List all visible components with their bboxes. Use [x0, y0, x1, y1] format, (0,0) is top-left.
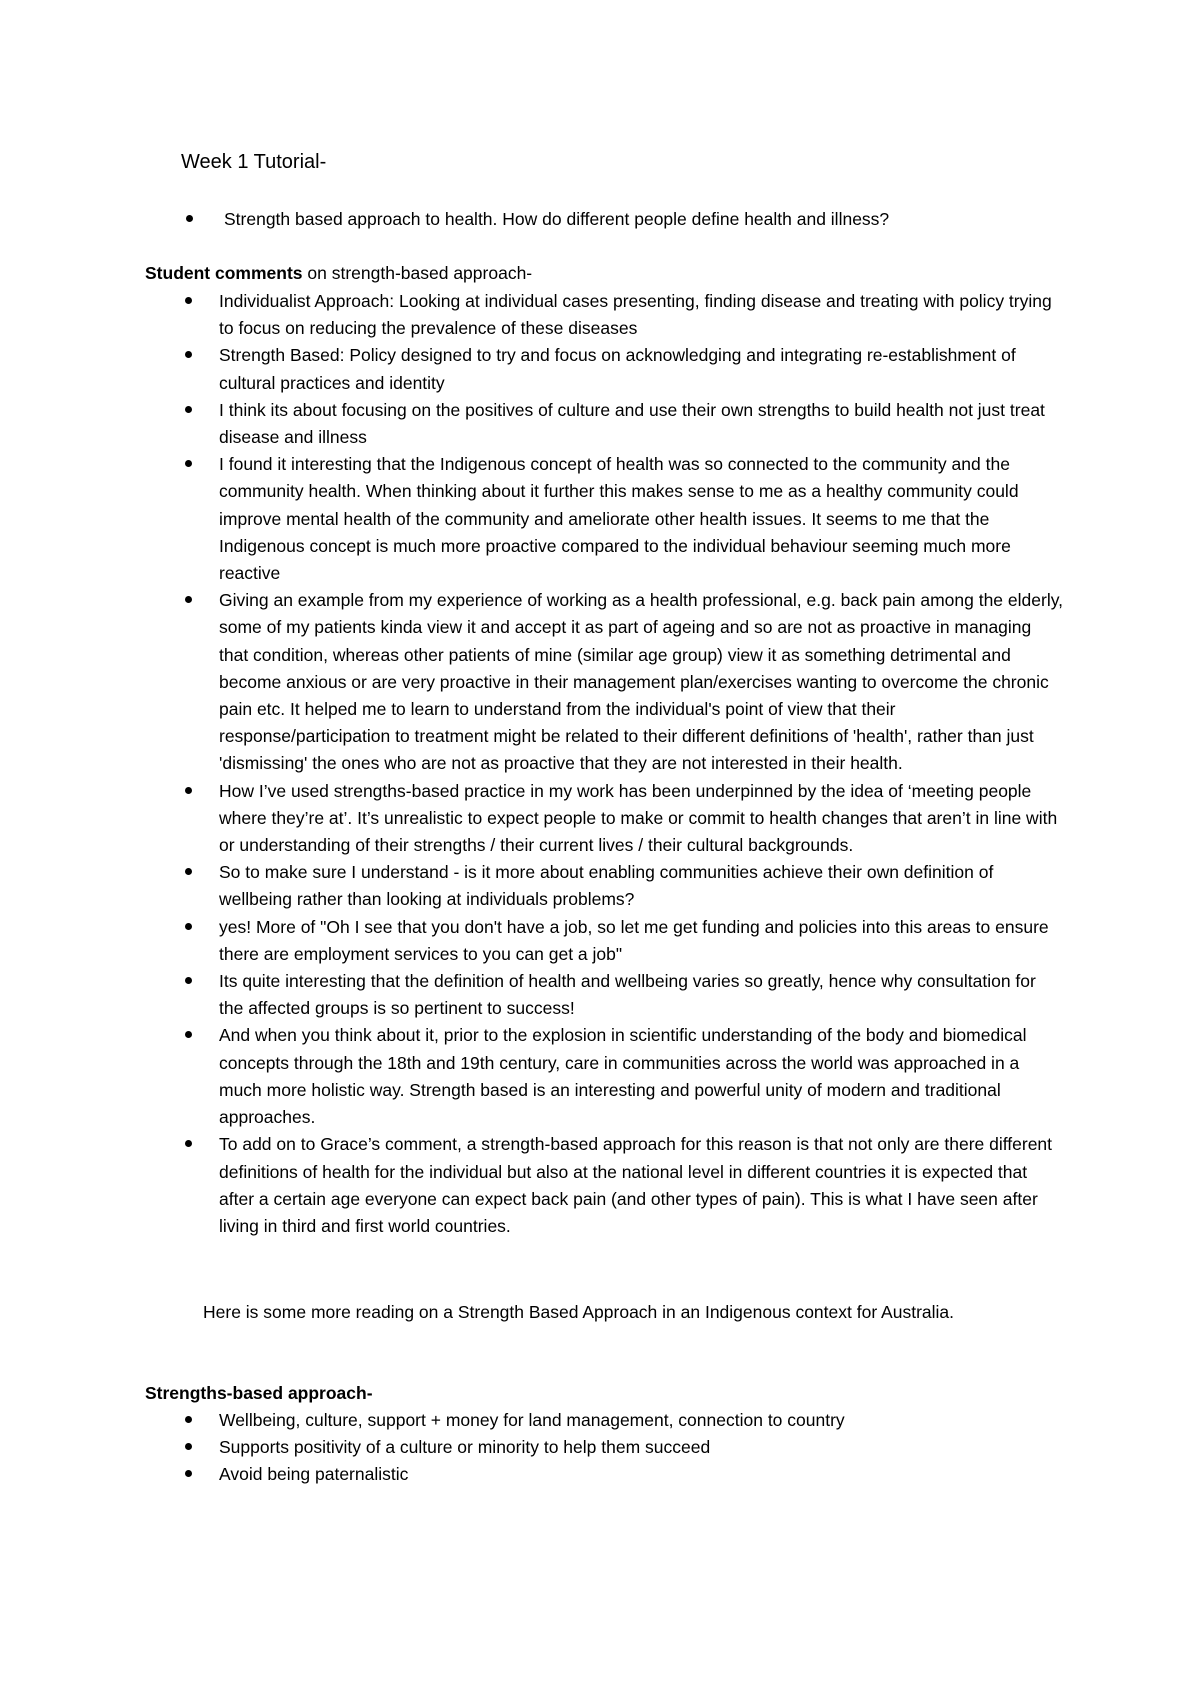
bullet-icon [185, 868, 192, 875]
list-item [145, 288, 1065, 342]
list-item [145, 451, 1065, 587]
list-item-text: So to make sure I understand - is it more about enabling communities achieve their own definition of wellbeing rather than looking at individuals problems? [219, 862, 994, 910]
bullet-icon [185, 1031, 192, 1038]
list-item-text: How I’ve used strengths-based practice in my work has been underpinned by the idea of ‘meeting people where they’re at’. It’s unrealistic to expect people to make or commit to health changes that aren’t in line with or understanding of their strengths / their current lives / their cultural backgrounds. [219, 780, 1058, 856]
bullet-icon [185, 977, 192, 984]
bullet-icon [185, 297, 192, 304]
list-item [145, 587, 1065, 777]
bullet-icon [185, 460, 192, 467]
list-item-text: To add on to Grace’s comment, a strength-based approach for this reason is that not only are there different definitions of health for the individual but also at the national level in different countries it is expected that after a certain age everyone can expect back pain (and other types of pain). This is what I have seen after living in third and first world countries. [219, 1134, 1053, 1236]
heading-bold-text: Strengths-based approach- [145, 1383, 373, 1403]
list-item [145, 342, 1065, 396]
bullet-icon [185, 787, 192, 794]
bullet-icon [185, 351, 192, 358]
list-item [145, 968, 1065, 1022]
list-item [145, 1434, 1065, 1461]
bullet-icon [185, 1140, 192, 1147]
list-item-text: Strength Based: Policy designed to try and focus on acknowledging and integrating re-establishment of cultural practices and identity [219, 345, 1016, 393]
list-item-text: I found it interesting that the Indigenous concept of health was so connected to the community and the community health. When thinking about it further this makes sense to me as a healthy community could improve mental health of the community and ameliorate other health issues. It seems to me that the Indigenous concept is much more proactive compared to the individual behaviour seeming much more reactive [219, 454, 1019, 584]
bullet-icon [185, 406, 192, 413]
list-item [145, 1407, 1065, 1434]
reading-note: Here is some more reading on a Strength Based Approach in an Indigenous context for Australia. [203, 1302, 955, 1322]
list-item [145, 1131, 1065, 1240]
bullet-icon [185, 1443, 192, 1450]
list-item [145, 397, 1065, 451]
list-item [145, 1022, 1065, 1131]
list-item [145, 859, 1065, 913]
strengths-heading [145, 1380, 373, 1407]
list-item-text: I think its about focusing on the positives of culture and use their own strengths to build health not just treat disease and illness [219, 399, 1045, 448]
bullet-icon [185, 923, 192, 930]
page-title: Week 1 Tutorial- [181, 151, 327, 173]
intro-list [181, 206, 1081, 233]
list-item-text: Wellbeing, culture, support + money for land management, connection to country [219, 1410, 845, 1430]
list-item-text: Giving an example from my experience of working as a health professional, e.g. back pain among the elderly, some of my patients kinda view it and accept it as part of ageing and so are not as proactive in managing that condition, whereas other patients of mine (similar age group) view it as something detrimental and become anxious or are very proactive in their management plan/exercises wanting to overcome the chronic pain etc. It helped me to learn to understand from the individual's point of view that their response/participation to treatment might be related to their different definitions of 'health', rather than just 'dismissing' the ones who are not as proactive that they are not interested in their health. [219, 590, 1064, 774]
list-item-text: Individualist Approach: Looking at individual cases presenting, finding disease and treating with policy trying to focus on reducing the prevalence of these diseases [219, 291, 1052, 339]
list-item-text: yes! More of "Oh I see that you don't have a job, so let me get funding and policies into this areas to ensure there are employment services to you can get a job" [219, 916, 1049, 964]
bullet-icon [185, 1470, 192, 1477]
bullet-icon [185, 1416, 192, 1423]
list-item-text: Strength based approach to health. How do different people define health and illness? [224, 209, 890, 229]
student-comments-heading [145, 260, 532, 287]
heading-bold-text: Student comments [145, 263, 303, 283]
student-comments-list [145, 288, 1065, 1240]
list-item-text: Its quite interesting that the definition of health and wellbeing varies so greatly, hence why consultation for the affected groups is so pertinent to success! [219, 971, 1036, 1019]
list-item-text: And when you think about it, prior to the explosion in scientific understanding of the body and biomedical concepts through the 18th and 19th century, care in communities across the world was approached in a much more holistic way. Strength based is an interesting and powerful unity of modern and traditional approaches. [219, 1025, 1027, 1128]
list-item [145, 1461, 1065, 1488]
strengths-list [145, 1407, 1065, 1489]
list-item [145, 914, 1065, 968]
bullet-icon [185, 596, 192, 603]
bullet-icon [186, 215, 193, 222]
list-item [145, 778, 1065, 860]
list-item-text: Avoid being paternalistic [219, 1464, 409, 1485]
list-item [181, 206, 1081, 233]
list-item-text: Supports positivity of a culture or minority to help them succeed [219, 1437, 711, 1458]
heading-rest-text: on strength-based approach- [302, 263, 533, 283]
